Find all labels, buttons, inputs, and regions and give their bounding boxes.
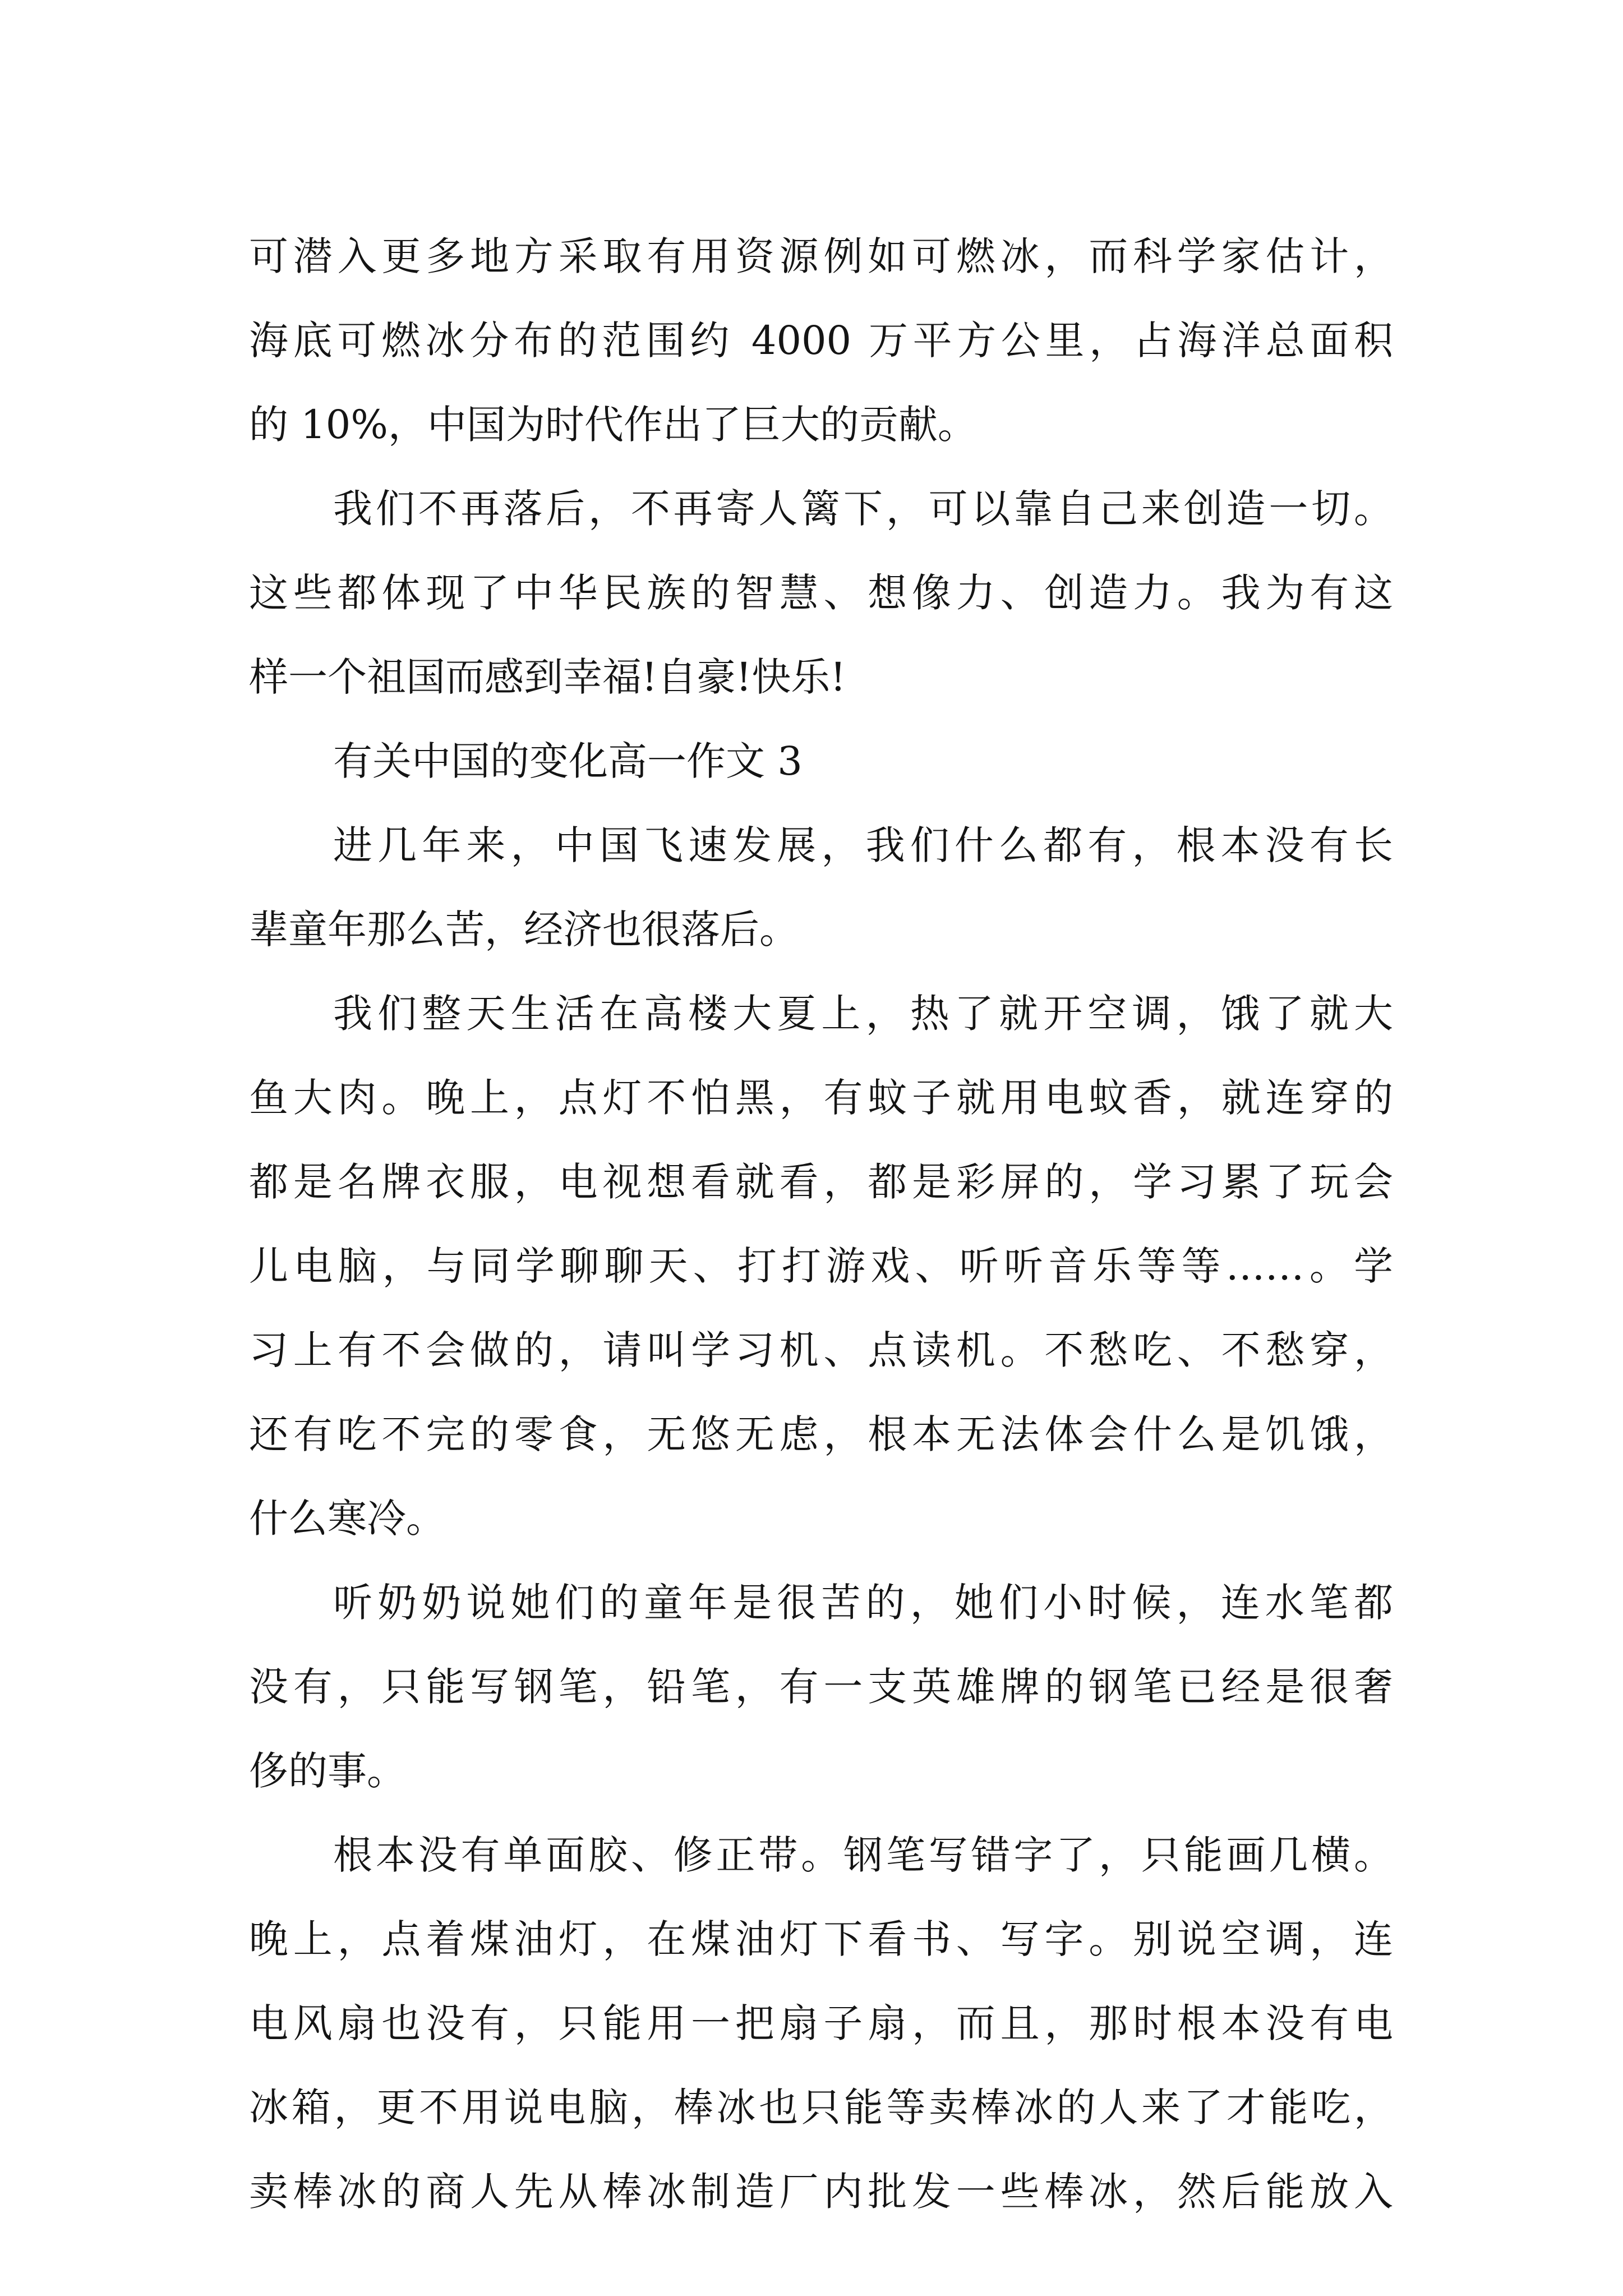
text-line: 我们不再落后，不再寄人篱下，可以靠自己来创造一切。 — [333, 486, 1393, 532]
text-line: 没有，只能写钢笔，铅笔，有一支英雄牌的钢笔已经是很奢 — [249, 1664, 1393, 1710]
text-line: 习上有不会做的，请叫学习机、点读机。不愁吃、不愁穿， — [249, 1327, 1393, 1373]
text-line: 的 10%，中国为时代作出了巨大的贡献。 — [249, 402, 977, 448]
text-line: 样一个祖国而感到幸福!自豪!快乐! — [249, 654, 846, 700]
text-line: 都是名牌衣服，电视想看就看，都是彩屏的，学习累了玩会 — [249, 1159, 1393, 1205]
document-body — [249, 214, 1393, 2234]
text-line: 进几年来，中国飞速发展，我们什么都有，根本没有长 — [333, 822, 1393, 868]
text-line: 听奶奶说她们的童年是很苦的，她们小时候，连水笔都 — [333, 1580, 1393, 1626]
text-line: 晚上，点着煤油灯，在煤油灯下看书、写字。别说空调，连 — [249, 1916, 1393, 1962]
text-line: 这些都体现了中华民族的智慧、想像力、创造力。我为有这 — [249, 570, 1393, 616]
text-line: 卖棒冰的商人先从棒冰制造厂内批发一些棒冰，然后能放入 — [249, 2169, 1393, 2215]
text-line: 儿电脑，与同学聊聊天、打打游戏、听听音乐等等……。学 — [249, 1243, 1393, 1289]
text-line: 辈童年那么苦，经济也很落后。 — [249, 907, 799, 953]
section-heading: 有关中国的变化高一作文 3 — [333, 738, 803, 784]
text-line: 我们整天生活在高楼大夏上，热了就开空调，饿了就大 — [333, 991, 1393, 1037]
text-line: 海底可燃冰分布的范围约 4000 万平方公里，占海洋总面积 — [249, 318, 1393, 364]
text-line: 电风扇也没有，只能用一把扇子扇，而且，那时根本没有电 — [249, 2000, 1393, 2046]
text-line: 还有吃不完的零食，无悠无虑，根本无法体会什么是饥饿， — [249, 1411, 1393, 1457]
text-line: 可潜入更多地方采取有用资源例如可燃冰，而科学家估计， — [249, 233, 1393, 279]
text-line: 什么寒冷。 — [249, 1496, 445, 1542]
text-line: 鱼大肉。晚上，点灯不怕黑，有蚊子就用电蚊香，就连穿的 — [249, 1075, 1393, 1121]
text-line: 冰箱，更不用说电脑，棒冰也只能等卖棒冰的人来了才能吃， — [249, 2085, 1393, 2131]
text-line: 侈的事。 — [249, 1748, 406, 1794]
text-line: 根本没有单面胶、修正带。钢笔写错字了，只能画几横。 — [333, 1832, 1393, 1878]
